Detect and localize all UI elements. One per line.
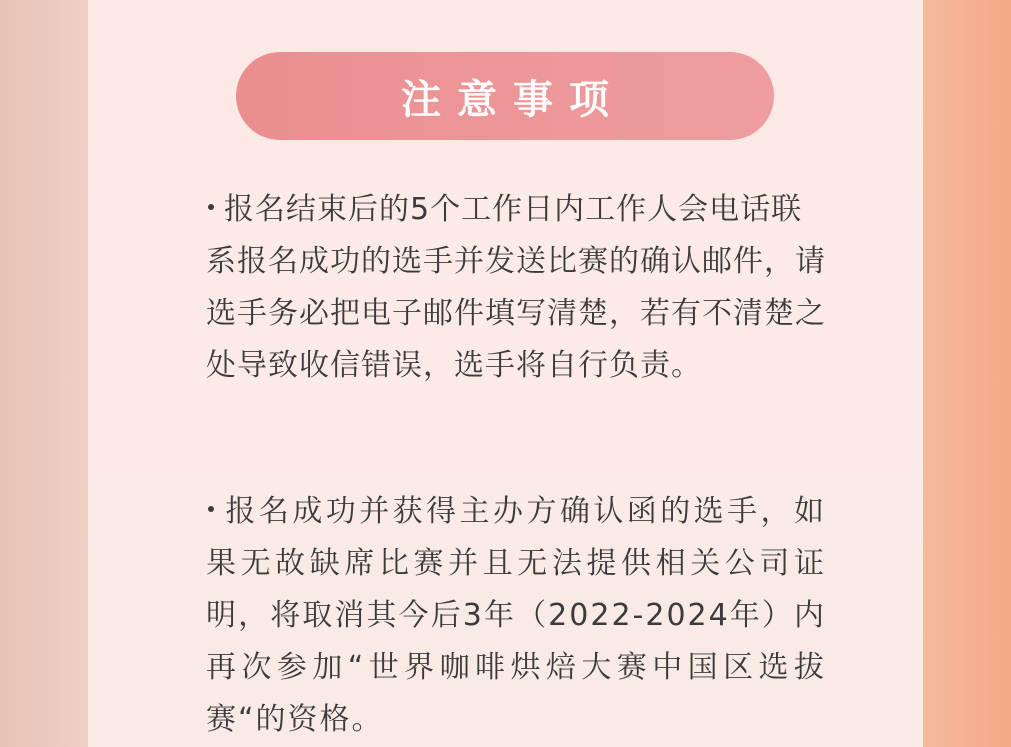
notice-paragraph bbox=[206, 184, 826, 392]
heading-title: 注意事项 bbox=[401, 76, 625, 123]
heading-banner bbox=[236, 52, 774, 140]
right-background-panel bbox=[923, 0, 1011, 747]
bullet-icon bbox=[208, 204, 214, 210]
bullet-icon bbox=[208, 506, 214, 512]
left-background-panel bbox=[0, 0, 88, 747]
notice-text: 报名结束后的5个工作日内工作人会电话联系报名成功的选手并发送比赛的确认邮件，请选手务必把电子邮件填写清楚，若有不清楚之处导致收信错误，选手将自行负责。 bbox=[206, 192, 826, 383]
notice-text: 报名成功并获得主办方确认函的选手，如果无故缺席比赛并且无法提供相关公司证明，将取消其今后3年（2022-2024年）内再次参加“世界咖啡烘焙大赛中国区选拔赛“的资格。 bbox=[206, 494, 826, 737]
notice-paragraph bbox=[206, 486, 826, 746]
